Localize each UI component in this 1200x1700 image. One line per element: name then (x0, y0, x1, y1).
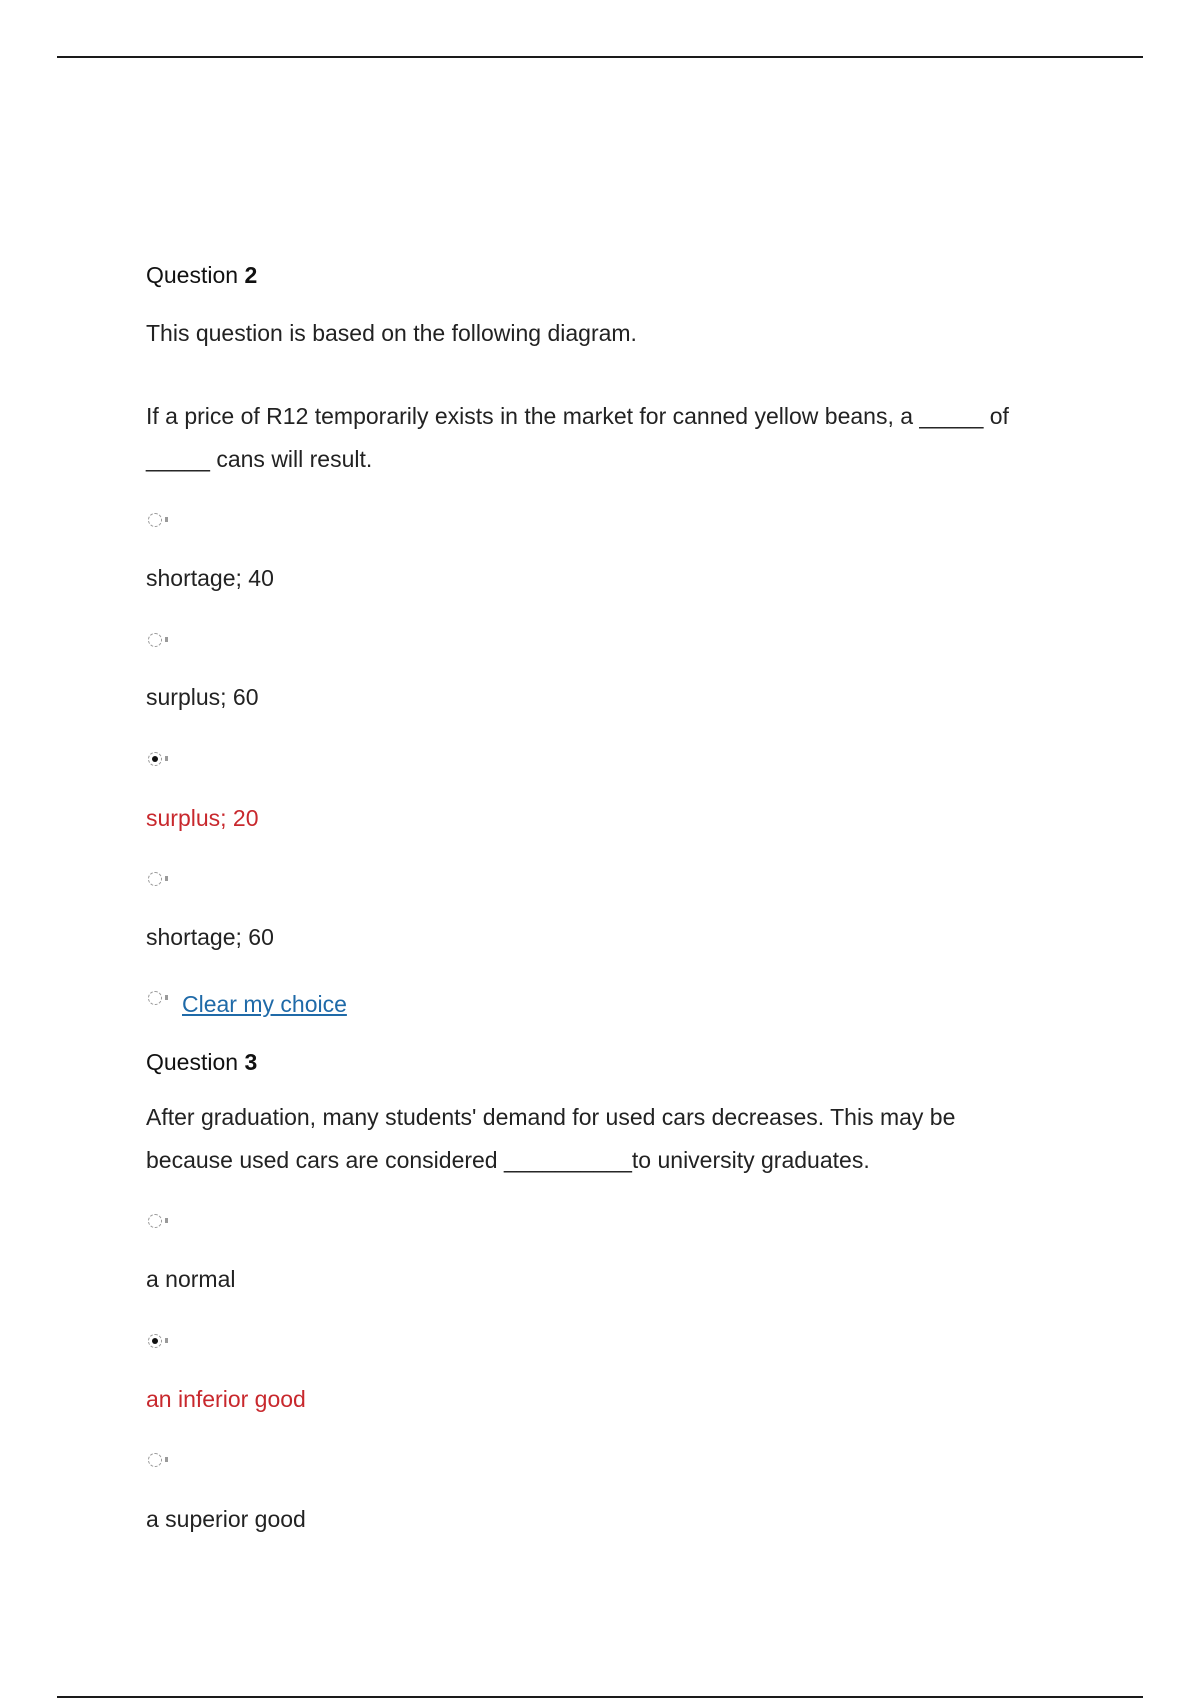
question-label: Question (146, 1049, 245, 1075)
option-label[interactable]: shortage; 40 (146, 565, 274, 591)
question-2-prompt: If a price of R12 temporarily exists in the market for canned yellow beans, a _____ of _____ cans will result. (146, 403, 1009, 472)
question-3-heading (146, 1049, 257, 1076)
radio-option-a-superior-good[interactable] (148, 1453, 162, 1467)
radio-option-an-inferior-good[interactable] (148, 1334, 162, 1348)
question-number: 3 (244, 1049, 258, 1075)
radio-option-surplus-20[interactable] (148, 752, 162, 766)
radio-option-shortage-60[interactable] (148, 872, 162, 886)
radio-option-surplus-60[interactable] (148, 633, 162, 647)
bottom-rule (57, 1696, 1143, 1698)
question-2-intro: This question is based on the following diagram. (146, 320, 637, 346)
radio-clear-choice[interactable] (148, 991, 162, 1005)
option-label[interactable]: surplus; 60 (146, 684, 259, 710)
question-3-prompt: After graduation, many students' demand for used cars decreases. This may be because used cars are considered __________to university graduates. (146, 1104, 956, 1173)
option-label-selected[interactable]: an inferior good (146, 1386, 306, 1412)
clear-my-choice-link[interactable]: Clear my choice (182, 991, 347, 1017)
option-label[interactable]: shortage; 60 (146, 924, 274, 950)
question-number: 2 (244, 262, 258, 288)
radio-option-a-normal[interactable] (148, 1214, 162, 1228)
top-rule (57, 56, 1143, 58)
option-label[interactable]: a normal (146, 1266, 236, 1292)
radio-option-shortage-40[interactable] (148, 513, 162, 527)
option-label-selected[interactable]: surplus; 20 (146, 805, 259, 831)
question-2-heading (146, 262, 257, 289)
option-label[interactable]: a superior good (146, 1506, 306, 1532)
question-label: Question (146, 262, 245, 288)
